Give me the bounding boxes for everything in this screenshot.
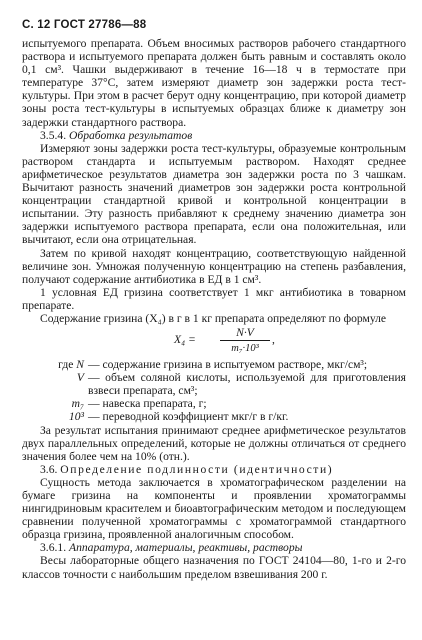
- paragraph-measure-zones: Измеряют зоны задержки роста тест-культуры, образуемые контрольным раствором стандарта и испытуемым раствором. Находят среднее арифметическое результатов диаметра зон задержки роста по 3 чашкам. Вычитают разность значений диаметров зон задержки роста контрольной концентрации стандартной кривой и контрольной концентрации в испытании. Эту разность прибавляют к среднему значению диаметра зон задержки испытуемого раствора препарата, если она положительная, или вычитают, если она отрицательная.: [22, 141, 406, 247]
- where-item: [22, 371, 406, 397]
- page-header: С. 12 ГОСТ 27786—88: [22, 19, 147, 31]
- section-number: 3.5.4.: [40, 128, 67, 142]
- formula-grizin-content: [22, 326, 406, 356]
- where-item: [22, 397, 406, 410]
- section-title: Аппаратура, материалы, реактивы, растворы: [69, 541, 303, 555]
- formula-denominator: m₇·10³: [231, 343, 259, 355]
- where-lead: где: [58, 358, 77, 372]
- formula-fraction: [220, 326, 270, 355]
- where-description: — содержание гризина в испытуемом растворе, мкг/см³;: [88, 358, 368, 372]
- formula-tail: ,: [272, 333, 275, 347]
- paragraph-sample-volume: испытуемого препарата. Объем вносимых растворов рабочего стандартного раствора и испытуемого препарата должен быть равным и составлять около 0,1 см³. Чашки выдерживают в течение 16—18 ч в термостате при температуре 37°С, затем измеряют диаметр зон задержки роста тест-культуры. При этом в расчет берут одну концентрацию, при которой диаметр зоны роста тест-культуры в испытуемых образцах ближе к диаметру зон задержки стандартного раствора.: [22, 37, 406, 129]
- section-heading-3-6: [22, 463, 406, 476]
- where-symbol: 10³: [68, 410, 84, 424]
- where-description: — объем соляной кислоты, используемой для приготовления взвеси препарата, см³;: [88, 371, 406, 398]
- where-description: — навеска препарата, г;: [88, 397, 207, 411]
- formula-numerator: N·V: [220, 326, 270, 341]
- section-number: 3.6.: [40, 462, 58, 476]
- paragraph-formula-intro: Содержание гризина (X₄) в г в 1 кг препарата определяют по формуле: [40, 311, 387, 325]
- where-description: — переводной коэффициент мкг/г в г/кг.: [88, 410, 289, 424]
- where-list: [22, 358, 406, 423]
- section-title: Определение подлинности (идентичности): [60, 462, 334, 476]
- formula-lhs: X₄ =: [174, 333, 196, 347]
- where-symbol: m₇: [71, 397, 84, 411]
- where-item: [22, 410, 406, 423]
- paragraph-equipment-scales: Весы лабораторные общего назначения по ГОСТ 24104—80, 1-го и 2-го классов точности с наибольшим пределом взвешивания 200 г.: [22, 554, 406, 581]
- paragraph-result-criteria: За результат испытания принимают среднее арифметическое результатов двух параллельных определений, которые не должны отличаться от среднего значения более чем на 10% (отн.).: [22, 423, 406, 463]
- paragraph-method-essence: Сущность метода заключается в хроматографическом разделении на бумаге гризина на компоненты и проявлении хроматограммы нингидриновым красителем и биоавтографическим методом и последующем сравнении полученной хроматограммы с хроматограммой стандартного образца гризина, проявленной аналогичным способом.: [22, 475, 406, 542]
- section-heading-3-6-1: [22, 541, 406, 554]
- section-number: 3.6.1.: [40, 541, 67, 555]
- where-symbol: V: [76, 371, 84, 385]
- paragraph-unit-definition: 1 условная ЕД гризина соответствует 1 мкг антибиотика в товарном препарате.: [22, 285, 406, 312]
- where-item: [22, 358, 406, 371]
- section-title: Обработка результатов: [69, 128, 193, 142]
- paragraph-concentration: Затем по кривой находят концентрацию, соответствующую найденной величине зон. Умножая полученную концентрацию на степень разбавления, получают содержание антибиотика в ЕД в 1 см³.: [22, 246, 406, 286]
- where-symbol: N: [76, 358, 84, 372]
- section-heading-3-5-4: [22, 129, 406, 142]
